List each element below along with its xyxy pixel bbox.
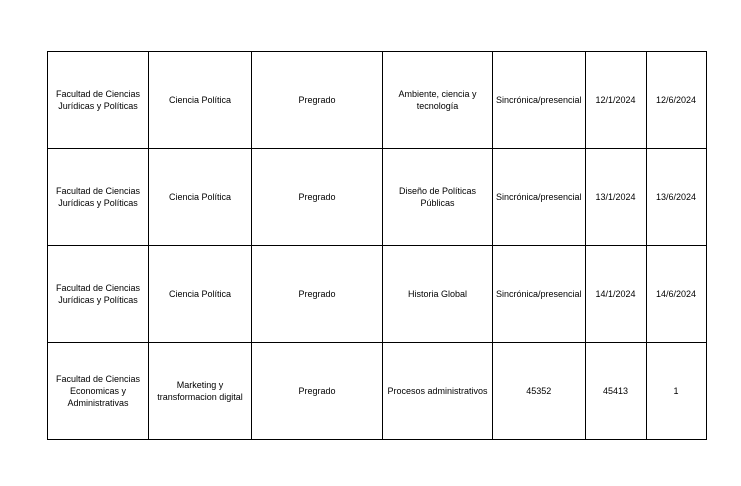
program-cell: Ciencia Política xyxy=(149,246,252,343)
end-date-cell: 14/6/2024 xyxy=(646,246,706,343)
level-cell: Pregrado xyxy=(252,149,383,246)
start-date-cell: 12/1/2024 xyxy=(585,52,646,149)
start-date-cell: 13/1/2024 xyxy=(585,149,646,246)
table-row xyxy=(48,52,707,149)
table-row xyxy=(48,343,707,440)
end-date-cell: 13/6/2024 xyxy=(646,149,706,246)
level-cell: Pregrado xyxy=(252,246,383,343)
course-table xyxy=(47,51,707,440)
faculty-cell: Facultad de Ciencias Economicas y Administrativas xyxy=(48,343,149,440)
end-date-cell: 1 xyxy=(646,343,706,440)
table-row xyxy=(48,149,707,246)
modality-cell: Sincrónica/presencial xyxy=(493,246,586,343)
faculty-cell: Facultad de Ciencias Jurídicas y Políticas xyxy=(48,149,149,246)
faculty-cell: Facultad de Ciencias Jurídicas y Políticas xyxy=(48,246,149,343)
modality-cell: 45352 xyxy=(493,343,586,440)
course-cell: Procesos administrativos xyxy=(383,343,493,440)
course-cell: Historia Global xyxy=(383,246,493,343)
level-cell: Pregrado xyxy=(252,343,383,440)
faculty-cell: Facultad de Ciencias Jurídicas y Políticas xyxy=(48,52,149,149)
program-cell: Ciencia Política xyxy=(149,52,252,149)
program-cell: Marketing y transformacion digital xyxy=(149,343,252,440)
course-cell: Diseño de Políticas Públicas xyxy=(383,149,493,246)
program-cell: Ciencia Política xyxy=(149,149,252,246)
table-row xyxy=(48,246,707,343)
modality-cell: Sincrónica/presencial xyxy=(493,149,586,246)
start-date-cell: 14/1/2024 xyxy=(585,246,646,343)
course-cell: Ambiente, ciencia y tecnología xyxy=(383,52,493,149)
modality-cell: Sincrónica/presencial xyxy=(493,52,586,149)
start-date-cell: 45413 xyxy=(585,343,646,440)
level-cell: Pregrado xyxy=(252,52,383,149)
end-date-cell: 12/6/2024 xyxy=(646,52,706,149)
